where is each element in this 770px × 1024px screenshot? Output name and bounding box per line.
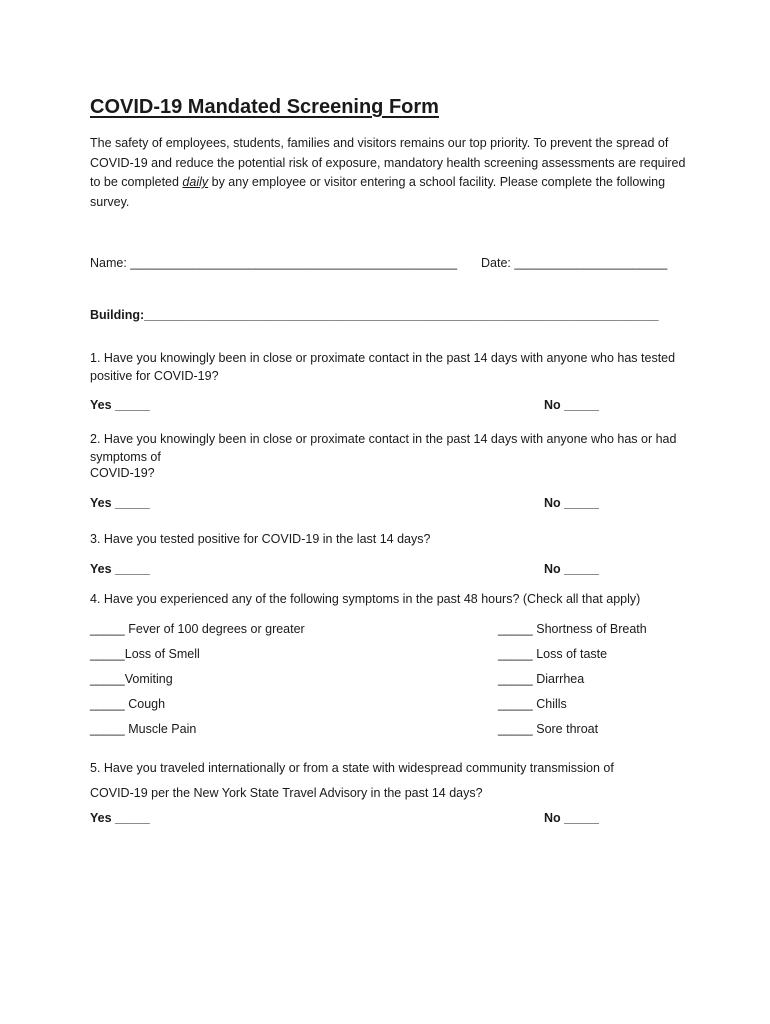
symptom-cough[interactable]: _____ Cough	[90, 697, 166, 711]
symptom-loss-of-taste[interactable]: _____ Loss of taste	[498, 647, 608, 661]
symptom-sore-throat[interactable]: _____ Sore throat	[498, 722, 599, 736]
question-4-text: 4. Have you experienced any of the following symptoms in the past 48 hours? (Check all that apply)	[90, 592, 641, 606]
question-3-yes[interactable]: Yes _____	[90, 562, 150, 576]
intro-emphasis: daily	[182, 175, 209, 189]
symptom-muscle-pain[interactable]: _____ Muscle Pain	[90, 722, 197, 736]
question-5-yes[interactable]: Yes _____	[90, 811, 150, 825]
question-5-text: 5. Have you traveled internationally or from a state with widespread community transmission of	[90, 761, 614, 775]
name-field[interactable]: Name: _______________________________________________	[90, 256, 458, 270]
question-5-no[interactable]: No _____	[544, 811, 599, 825]
page-title: COVID-19 Mandated Screening Form	[90, 96, 439, 118]
symptom-shortness-of-breath[interactable]: _____ Shortness of Breath	[498, 622, 647, 636]
intro-text-2: by any employee or visitor entering a school facility. Please complete the following survey.	[90, 175, 666, 209]
date-field[interactable]: Date: ______________________	[481, 256, 668, 270]
symptom-diarrhea[interactable]: _____ Diarrhea	[498, 672, 585, 686]
intro-text-1: The safety of employees, students, families and visitors remains our top priority. To prevent the spread of COVID-19 and reduce the potential risk of exposure, mandatory health screening assessments are required to be completed	[90, 136, 686, 189]
symptom-loss-of-smell[interactable]: _____Loss of Smell	[90, 647, 200, 661]
question-1-text: 1. Have you knowingly been in close or proximate contact in the past 14 days with anyone who has tested positive for COVID-19?	[90, 351, 676, 383]
question-2-no[interactable]: No _____	[544, 496, 599, 510]
building-field[interactable]: Building:__________________________________________________________________________	[90, 308, 659, 322]
intro-paragraph	[90, 134, 690, 212]
question-1-yes[interactable]: Yes _____	[90, 398, 150, 412]
question-1-no[interactable]: No _____	[544, 398, 599, 412]
question-2-text-line2: COVID-19?	[90, 466, 155, 480]
symptom-fever[interactable]: _____ Fever of 100 degrees or greater	[90, 622, 305, 636]
question-5-text-line2: COVID-19 per the New York State Travel Advisory in the past 14 days?	[90, 786, 483, 800]
question-2-text: 2. Have you knowingly been in close or proximate contact in the past 14 days with anyone who has or had symptoms of	[90, 432, 677, 464]
symptom-vomiting[interactable]: _____Vomiting	[90, 672, 173, 686]
question-3-no[interactable]: No _____	[544, 562, 599, 576]
question-3-text: 3. Have you tested positive for COVID-19 in the last 14 days?	[90, 532, 431, 546]
symptom-chills[interactable]: _____ Chills	[498, 697, 567, 711]
question-2-yes[interactable]: Yes _____	[90, 496, 150, 510]
